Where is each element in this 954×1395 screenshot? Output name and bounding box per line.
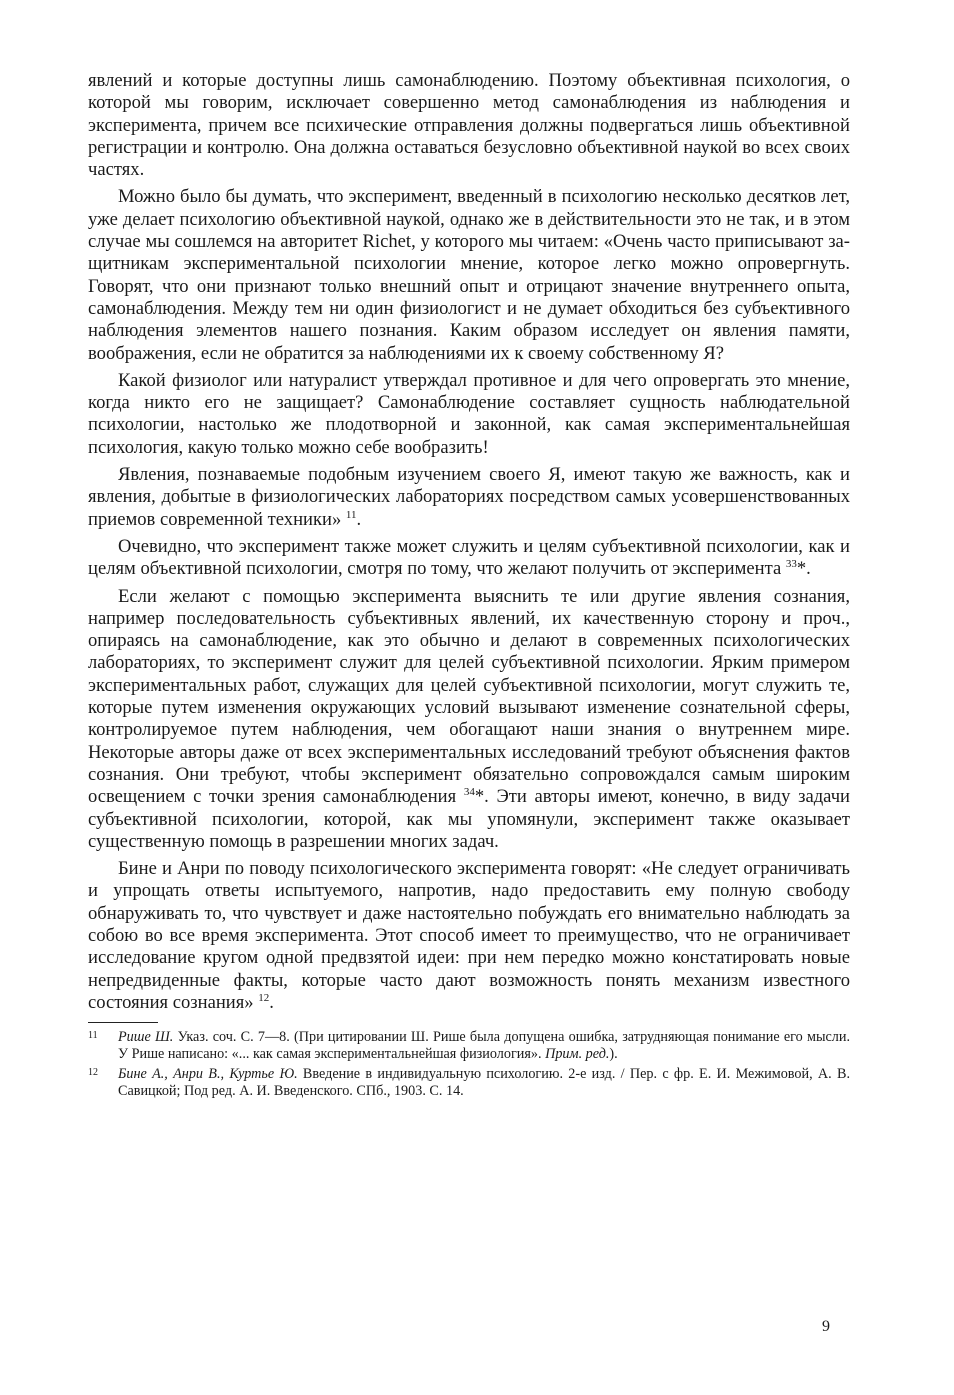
footnote-author: Бине А., Анри В., Куртье Ю. bbox=[118, 1065, 298, 1082]
paragraph-text: Можно было бы думать, что эксперимент, введенный в психологию несколько десятков лет, уже делает психологию объективной наукой, однако же в действительности это не так, и в этом случае мы сошлемся на авторитет Richet, у которого мы читаем: «Очень часто приписывают защитникам экспериментальной психологии мнение, которое легко можно опровергнуть. Говорят, что они признают только внешний опыт и отрицают значение внутреннего опыта, самонаблюдения. Между тем ни один физиологист и не думает обходиться без субъективного наблюдения элементов нашего познания. Каким образом исследует он явления памяти, воображения, если не обратится за наблюдениями их к своему собственному Я? bbox=[88, 186, 850, 364]
paragraph bbox=[88, 536, 850, 581]
footnote bbox=[88, 1066, 850, 1100]
footnote-reference[interactable]: 34 bbox=[463, 786, 475, 799]
paragraph bbox=[88, 464, 850, 531]
paragraph bbox=[88, 370, 850, 459]
paragraph bbox=[88, 186, 850, 364]
footnote-number: 11 bbox=[88, 1030, 98, 1042]
paragraph bbox=[88, 70, 850, 181]
footnote bbox=[88, 1029, 850, 1063]
paragraph bbox=[88, 858, 850, 1014]
footnote-text: Введение в индивидуальную психологию. 2-е изд. / Пер. с фр. Е. И. Межимовой, А. В. Савицкой; Под ред. А. И. Введенского. СПб., 1903. С. 14. bbox=[118, 1065, 850, 1099]
paragraph-text: . bbox=[356, 508, 362, 530]
paragraph bbox=[88, 586, 850, 854]
page-number: 9 bbox=[822, 1318, 830, 1335]
paragraph-text: . bbox=[269, 991, 274, 1013]
paragraph-text: *. Эти авторы имеют, конечно, в виду задачи субъективной психологии, которой, как мы упомянули, эксперимент также оказывает существенную помощь в разрешении многих задач. bbox=[88, 786, 850, 852]
paragraph-text: Бине и Анри по поводу психологического эксперимента говорят: «Не следует ограничивать и упрощать ответы испытуемого, напротив, надо предоставить ему полную свободу обнаруживать то, что чувствует и даже настоятельно побуждать его внимательно наблюдать за собою во все время эксперимента. Этот способ имеет то преимущество, что не ограничивает исследование кругом одной предвзятой идеи: при нем передко можно констатировать новые непредвиденные факты, которые часто дают возможность понять механизм известного состояния сознания» bbox=[88, 858, 850, 1013]
footnote-text: Указ. соч. С. 7—8. (При цитировании Ш. Рише была допущена ошибка, затрудняющая понимание его мысли. У Рише написано: «... как самая экспериментальнейшая физиология». bbox=[118, 1029, 850, 1063]
paragraph-text: явлений и которые доступны лишь самонаблюдению. Поэтому объективная психология, о которой мы говорим, исключает совершенно метод самонаблюдения из наблюдения и эксперимента, причем все психические отправления должны подвергаться лишь объективной регистрации и контролю. Она должна оставаться безусловно объективной наукой во всех своих частях. bbox=[88, 70, 850, 181]
paragraph-text: Очевидно, что эксперимент также может служить и целям субъективной психологии, как и целям объективной психологии, смотря по тому, что желают получить от эксперимента bbox=[88, 535, 850, 580]
footnote-divider bbox=[88, 1022, 158, 1023]
main-text bbox=[88, 70, 850, 1014]
paragraph-text: Какой физиолог или натуралист утверждал противное и для чего опровергать это мнение, когда никто его не защищает? Самонаблюдение составляет сущность наблюдательной психологии, настолько же плодотворной и законной, как самая экспериментальнейшая психология, какую только можно себе вообразить! bbox=[88, 369, 850, 458]
footnote-reference[interactable]: 11 bbox=[345, 508, 357, 521]
paragraph-text: Явления, познаваемые подобным изучением своего Я, имеют такую же важность, как и явления, добытые в физиологических лабораториях посредством самых усовершенствованных приемов современной техники» bbox=[88, 464, 850, 530]
paragraph-text: *. bbox=[796, 558, 811, 580]
footnote-reference[interactable]: 33 bbox=[785, 558, 797, 571]
footnote-tail: ). bbox=[609, 1046, 618, 1063]
page-body bbox=[88, 70, 850, 1102]
footnotes bbox=[88, 1029, 850, 1100]
footnote-author: Рише Ш. bbox=[118, 1029, 174, 1046]
footnote-reference[interactable]: 12 bbox=[258, 991, 270, 1004]
editor-note: Прим. ред. bbox=[545, 1046, 610, 1063]
paragraph-text: Если желают с помощью эксперимента выяснить те или другие явления сознания, например последовательность субъективных явлений, их качественную сторону и проч., опираясь на самонаблюдение, как это обычно и делают в современных психологических лабораториях, то эксперимент служит для целей субъективной психологии. Ярким примером экспериментальных работ, служащих для целей субъективной психологии, могут служить те, которые путем изменения окружающих условий вызывают изменение сознательной сферы, контролируемое путем наблюдения, чем обогащают наши знания о внутреннем мире. Некоторые авторы даже от всех экспериментальных исследований требуют объяснения фактов сознания. Они требуют, чтобы эксперимент обязательно сопровождался самым широким освещением с точки зрения самонаблюдения bbox=[88, 585, 850, 808]
footnote-number: 12 bbox=[88, 1066, 98, 1078]
